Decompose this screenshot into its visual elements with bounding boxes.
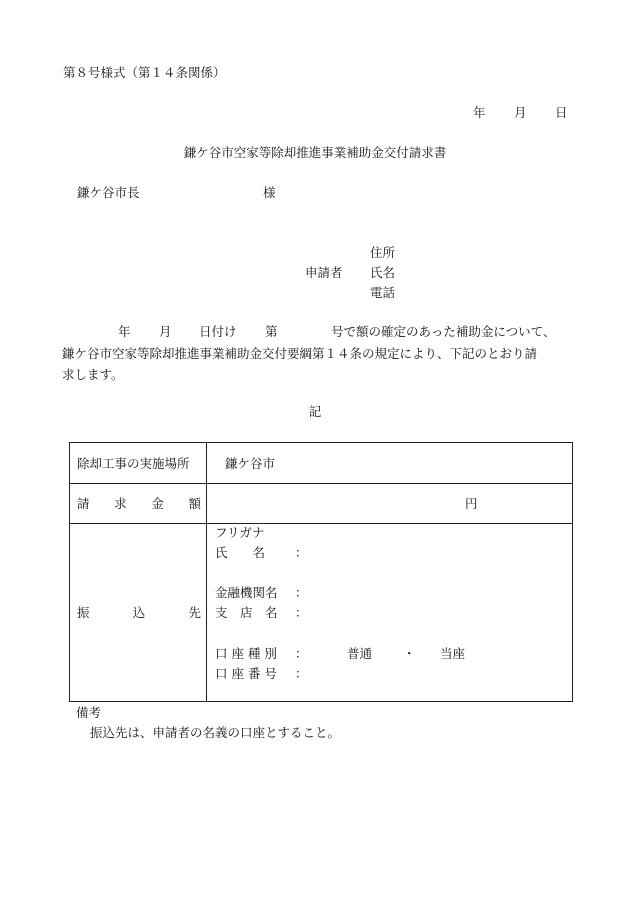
applicant-name-label: 氏名	[370, 265, 396, 280]
site-label: 除却工事の実施場所	[77, 456, 190, 471]
body-year: 年	[118, 324, 131, 339]
site-value: 鎌ケ谷市	[225, 456, 276, 471]
applicant-address-label: 住所	[370, 245, 396, 260]
applicant-label: 申請者	[305, 265, 343, 280]
body-line1-rest: 号で額の確定のあった補助金について、	[331, 324, 556, 339]
applicant-phone-label: 電話	[370, 285, 396, 300]
table-column-divider	[206, 443, 207, 701]
furigana-label: フリガナ	[215, 525, 265, 540]
table-divider	[70, 523, 572, 524]
colon: ：	[295, 585, 308, 600]
transfer-label: 振 込 先	[77, 605, 201, 620]
table-divider	[70, 483, 572, 484]
addressee: 鎌ケ谷市長	[77, 185, 140, 200]
branch-name-label: 支 店 名	[215, 605, 278, 620]
colon: ：	[295, 605, 308, 620]
amount-label: 請 求 金 額	[77, 496, 201, 511]
account-type-separator: ・	[403, 646, 416, 661]
amount-unit: 円	[465, 496, 478, 511]
date-month-label: 月	[514, 105, 527, 120]
transfer-table	[69, 442, 573, 702]
bank-name-label: 金融機関名	[215, 585, 278, 600]
body-line3: 求します。	[62, 367, 124, 382]
account-number-label: 口 座 番 号	[215, 666, 277, 681]
body-dated: 日付け	[199, 324, 237, 339]
account-type-current: 当座	[440, 646, 466, 661]
date-day-label: 日	[555, 105, 568, 120]
notes-heading: 備考	[76, 705, 102, 720]
account-type-label: 口 座 種 別	[215, 646, 277, 661]
body-line2: 鎌ケ谷市空家等除却推進事業補助金交付要綱第１４条の規定により、下記のとおり請	[62, 346, 538, 361]
account-type-regular: 普通	[347, 646, 373, 661]
colon: ：	[295, 646, 308, 661]
ki-heading: 記	[308, 404, 322, 419]
document-title: 鎌ケ谷市空家等除却推進事業補助金交付請求書	[183, 145, 447, 160]
honorific: 様	[263, 185, 276, 200]
body-month: 月	[159, 324, 172, 339]
form-number: 第８号様式（第１４条関係）	[63, 65, 226, 80]
body-dai: 第	[265, 324, 278, 339]
colon: ：	[295, 545, 308, 560]
date-year-label: 年	[473, 105, 486, 120]
notes-text: 振込先は、申請者の名義の口座とすること。	[90, 725, 341, 740]
colon: ：	[295, 666, 308, 681]
account-holder-label: 氏 名	[215, 545, 266, 560]
